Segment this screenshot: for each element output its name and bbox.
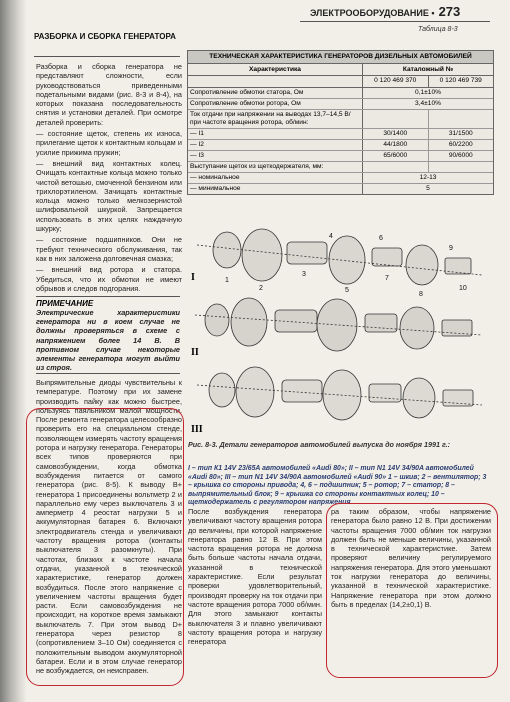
part-number: 1	[225, 277, 229, 284]
row-value	[363, 110, 428, 128]
left-column-text	[36, 62, 182, 295]
part-number: 3	[302, 271, 306, 278]
row-value	[363, 162, 428, 172]
row-value: 44/1800	[383, 141, 408, 148]
row-value: 65/6000	[383, 152, 408, 159]
part-number: 10	[459, 285, 467, 292]
note-title: ПРИМЕЧАНИЕ	[36, 296, 180, 308]
page-number: 273	[438, 4, 461, 19]
row-value: 30/1400	[383, 130, 408, 137]
row-label: — I3	[188, 151, 363, 161]
section-title: РАЗБОРКА И СБОРКА ГЕНЕРАТОРА	[34, 32, 176, 41]
catalog-numbers-row	[188, 76, 493, 88]
row-label: Выступание щеток из щеткодержателя, мм:	[188, 162, 363, 172]
row-value	[428, 162, 494, 172]
table-row	[188, 151, 493, 162]
row-label: — минимальное	[188, 184, 363, 194]
part-number: 6	[379, 235, 383, 242]
paragraph: Разборка и сборка генератора не представляют сложности, если руководствоваться приведенными подетальными видами (рис. 8-3 и 8-4), на которых показана последовательность снятия и установки деталей. При осмотре деталей проверить:	[36, 62, 182, 127]
figure-caption: Рис. 8-3. Детали генераторов автомобилей выпуска до ноября 1991 г.:	[188, 440, 451, 449]
row-value: 5	[426, 185, 430, 192]
section-name: ЭЛЕКТРООБОРУДОВАНИЕ •	[310, 8, 435, 18]
table-row	[188, 99, 493, 110]
red-highlight-oval-left	[26, 408, 184, 686]
part-number: 4	[329, 233, 333, 240]
row-value	[428, 110, 494, 128]
row-label: — I1	[188, 129, 363, 139]
part-number: 5	[345, 287, 349, 294]
catalog-header: Каталожный №	[402, 66, 454, 73]
header-rule	[300, 21, 490, 22]
table-row	[188, 129, 493, 140]
row-label: Ток отдачи при напряжении на выводах 13,7–14,5 В/при частоте вращения ротора, об/мин:	[188, 110, 363, 128]
table-header	[188, 64, 493, 76]
catalog-number: 0 120 469 739	[428, 76, 494, 87]
part-number: 9	[449, 245, 453, 252]
red-highlight-oval-right	[326, 503, 498, 678]
row-value: 0,1±10%	[415, 89, 441, 96]
bottom-middle-text	[188, 507, 322, 648]
row-value: 12-13	[419, 174, 437, 181]
row-value: 90/6000	[428, 151, 494, 161]
spec-table	[187, 50, 494, 195]
row-label: Сопротивление обмотки статора, Ом	[188, 88, 363, 98]
table-title: ТЕХНИЧЕСКАЯ ХАРАКТЕРИСТИКА ГЕНЕРАТОРОВ ДИЗЕЛЬНЫХ АВТОМОБИЛЕЙ	[188, 51, 493, 64]
row-label: — номинальное	[188, 173, 363, 183]
row-value: 31/1500	[428, 129, 494, 139]
generator-type-ii-drawing	[195, 298, 482, 351]
paragraph: ра таким образом, чтобы напряжение генератора было равно 12 В. При достижении частоты вращения 7000 об/мин ток нагрузки должен быть не меньше величины, указанной в технической характеристике. Затем проверяют величину регулируемого напряжения генератора. Для этого уменьшают ток нагрузки генератора до величины, указанной в технической характеристике. Напряжение генератора при этом должно быть в пределах (14,2±0,1) В.	[331, 507, 491, 609]
note-rule	[36, 373, 180, 374]
part-number: 8	[419, 291, 423, 298]
paragraph: — состояние щеток, степень их износа, прилегание щеток к контактным кольцам и усилие прижима пружин;	[36, 129, 182, 157]
table-row	[188, 140, 493, 151]
paragraph: Выпрямительные диоды чувствительны к температуре. Поэтому при их замене производить пайку как можно быстрее, пользуясь паяльником малой мощности. После ремонта генератора целесообразно проверить его на специальном стенде, позволяющем измерять частоту вращения ротора и нагрузку генератора. Генераторы всех типов проверяются при самовозбуждении, когда обмотка возбуждения питается от самого генератора (рис. 8-5). К выводу В+ генератора 1 присоединены вольтметр 2 и параллельно ему через выключатель 3 и амперметр 4 реостат нагрузки 5 и аккумуляторная батарея 6. Включают электродвигатель стенда и увеличивают частоту вращения ротора (контакты выключателя 3 разомкнуты). При частотах, близких к частоте начала отдачи, указанной в технической характеристике, генератор должен возбудиться. После этого напряжение с увеличением частоты вращения будет расти. Если самовозбуждения не происходит, на короткое время замыкают выключатель 7. При этом вывод D+ генератора через резистор 8 (сопротивлением 3–10 Ом) соединяется с положительным выводом аккумуляторной батареи. Если и в этом случае генератор не возбуждается, он неисправен.	[36, 378, 182, 676]
paragraph: — внешний вид контактных колец. Очищать контактные кольца можно только чистой ветошью, смоченной бензином или трихлорэтиленом. Зачищать контактные кольца можно только мелкозернистой шлифовальной шкуркой. Запрещается использовать в этих целях наждачную шкурку;	[36, 158, 182, 234]
generator-type-iii-drawing	[197, 367, 482, 420]
table-row	[188, 184, 493, 194]
row-label: — I2	[188, 140, 363, 150]
row-value: 3,4±10%	[415, 100, 441, 107]
table-row	[188, 162, 493, 173]
column-header: Характеристика	[188, 64, 363, 75]
exploded-view-figure	[187, 210, 492, 440]
book-spine-shadow	[0, 0, 26, 702]
page-header	[310, 4, 460, 19]
table-row	[188, 110, 493, 129]
roman-label: III	[191, 424, 203, 435]
table-row	[188, 173, 493, 184]
roman-label: II	[191, 347, 199, 358]
note-text: Электрические характеристики генератора ни в коем случае не должны проверяться в схеме с напряжением более 14 В. В противном случае некоторые элементы генератора могут выйти из строя.	[36, 308, 180, 373]
paragraph: — состояние подшипников. Они не требуют технического обслуживания, так как в них заложена долговечная смазка;	[36, 235, 182, 263]
empty-cell	[188, 76, 363, 87]
figure-legend: I – тип К1 14V 23/65A автомобилей «Audi 80»; II – тип N1 14V 34/90A автомобилей «Audi 80»; III – тип N1 14V 34/90A автомобилей «Audi 90» 1 – шкив; 2 – вентилятор; 3 – крышка со стороны привода; 4, 6 – подшипник; 5 – ротор; 7 – статор; 8 – выпрямительный блок; 9 – крышка со стороны контактных колец; 10 – щеткодержатель с регулятором напряжения	[188, 465, 487, 507]
paragraph: После возбуждения генератора увеличивают частоту вращения ротора до величины, при которой напряжение генератора равно 12 В. При этом частота вращения ротора не должна быть больше частоты начала отдачи, указанной в технической характеристике. Если результат проверки удовлетворительный, производят проверку на ток отдачи при частоте вращения ротора 7000 об/мин. Для этого замыкают контакты выключателя 3 и плавно увеличивают частоту вращения ротора и нагрузку генератора	[188, 507, 322, 647]
row-value: 60/2200	[428, 140, 494, 150]
table-label: Таблица 8-3	[418, 26, 458, 33]
roman-label: I	[191, 272, 195, 283]
generator-type-i-drawing	[197, 229, 482, 285]
row-label: Сопротивление обмотки ротора, Ом	[188, 99, 363, 109]
table-row	[188, 88, 493, 99]
part-number: 7	[385, 275, 389, 282]
section-rule	[34, 56, 180, 57]
catalog-number: 0 120 469 370	[374, 77, 417, 84]
part-number: 2	[259, 285, 263, 292]
paragraph: — внешний вид ротора и статора. Убедиться, что их обмотки не имеют обрывов и следов подгорания.	[36, 265, 182, 293]
